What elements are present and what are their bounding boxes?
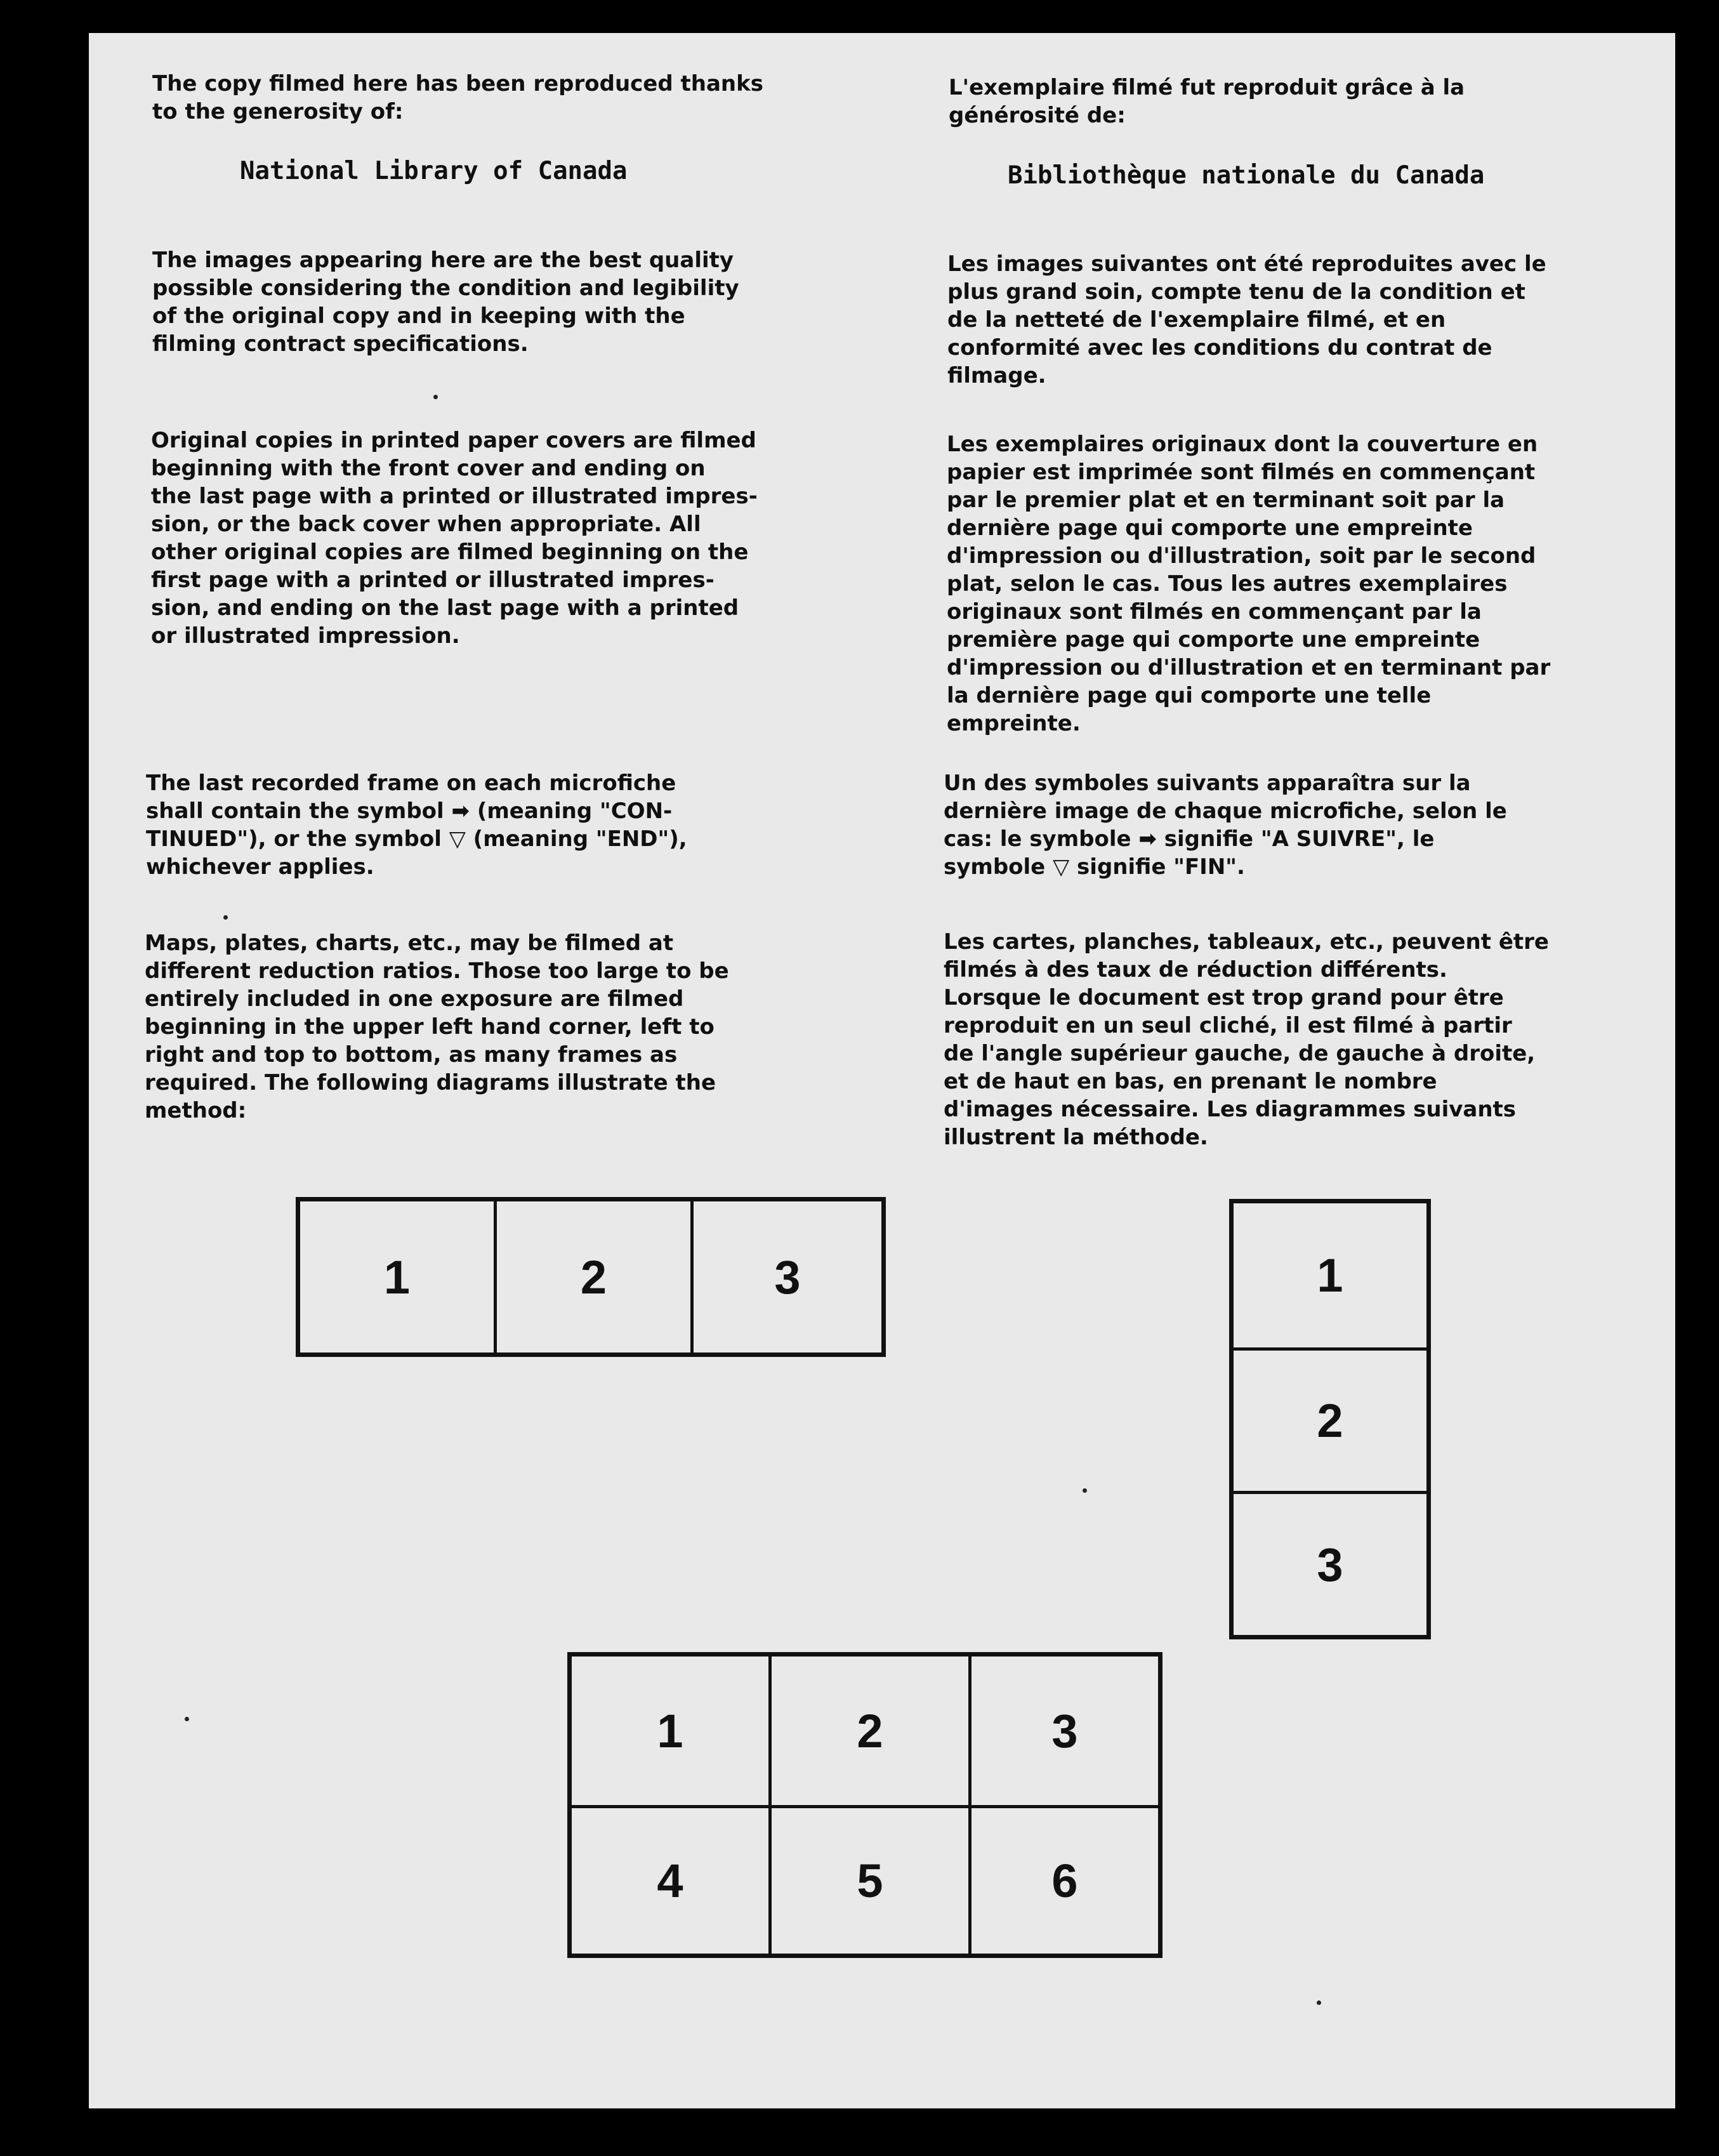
english-quality-note: The images appearing here are the best quality possible considering the condition and legibility of the original copy and in keeping with the filming contract specifications. <box>152 248 739 357</box>
diagram-grid <box>567 1652 1162 1958</box>
diagram-row <box>296 1197 886 1357</box>
diagram-row-cell: 2 <box>494 1201 690 1352</box>
english-library-name: National Library of Canada <box>240 157 628 185</box>
english-symbols-note: The last recorded frame on each microfiche shall contain the symbol ➡ (meaning "CON- TINUED"), or the symbol ▽ (meaning "END"), whichever applies. <box>146 770 687 880</box>
scan-speck <box>1083 1488 1087 1493</box>
diagram-grid-cell: 2 <box>768 1657 968 1805</box>
diagram-column <box>1229 1199 1431 1639</box>
diagram-grid-cell: 5 <box>768 1805 968 1954</box>
diagram-row-cell: 1 <box>383 1250 411 1304</box>
diagram-grid-cell: 6 <box>968 1805 1158 1954</box>
scan-speck <box>433 395 438 399</box>
diagram-column-cell: 1 <box>1317 1248 1343 1302</box>
diagram-column-cell: 3 <box>1234 1491 1426 1635</box>
french-originals-note: Les exemplaires originaux dont la couverture en papier est imprimée sont filmés en commençant par le premier plat et en terminant soit par la dernière page qui comporte une empreinte d'impression ou d'illustration, soit par le second plat, selon le cas. Tous les autres exemplaires originaux sont filmés en commençant par la première page qui comporte une empreinte d'impression ou d'illustration et en terminant par la dernière page qui comporte une telle empreinte. <box>947 432 1551 736</box>
diagram-column-cell: 2 <box>1234 1347 1426 1491</box>
french-library-name: Bibliothèque nationale du Canada <box>1008 161 1485 190</box>
scan-speck <box>223 915 228 920</box>
diagram-grid-cell: 4 <box>572 1805 768 1954</box>
french-quality-note: Les images suivantes ont été reproduites avec le plus grand soin, compte tenu de la condition et de la netteté de l'exemplaire filmé, et en conformité avec les conditions du contrat de filmage. <box>947 251 1546 388</box>
scan-speck <box>185 1717 189 1721</box>
scan-speck <box>1317 2001 1321 2005</box>
diagram-row-cell: 3 <box>690 1201 881 1352</box>
french-symbols-note: Un des symboles suivants apparaîtra sur la dernière image de chaque microfiche, selon le cas: le symbole ➡ signifie "A SUIVRE", le symbole ▽ signifie "FIN". <box>944 770 1507 880</box>
english-maps-note: Maps, plates, charts, etc., may be filmed at different reduction ratios. Those too large to be entirely included in one exposure are filmed beginning in the upper left hand corner, left to right and top to bottom, as many frames as required. The following diagrams illustrate the method: <box>145 930 729 1123</box>
diagram-grid-cell: 1 <box>657 1704 683 1757</box>
french-maps-note: Les cartes, planches, tableaux, etc., peuvent être filmés à des taux de réduction différents. Lorsque le document est trop grand pour être reproduit en un seul cliché, il est filmé à partir de l'angle supérieur gauche, de gauche à droite, et de haut en bas, en prenant le nombre d'images nécessaire. Les diagrammes suivants illustrent la méthode. <box>944 929 1549 1150</box>
diagram-grid-cell: 3 <box>968 1657 1158 1805</box>
french-intro: L'exemplaire filmé fut reproduit grâce à la générosité de: <box>949 75 1465 128</box>
english-intro: The copy filmed here has been reproduced thanks to the generosity of: <box>152 71 763 124</box>
english-originals-note: Original copies in printed paper covers are filmed beginning with the front cover and ending on the last page with a printed or illustrated impres- sion, or the back cover when appropriate. All other original copies are filmed beginning on the first page with a printed or illustrated impres- sion, and ending on the last page with a printed or illustrated impression. <box>151 428 758 649</box>
